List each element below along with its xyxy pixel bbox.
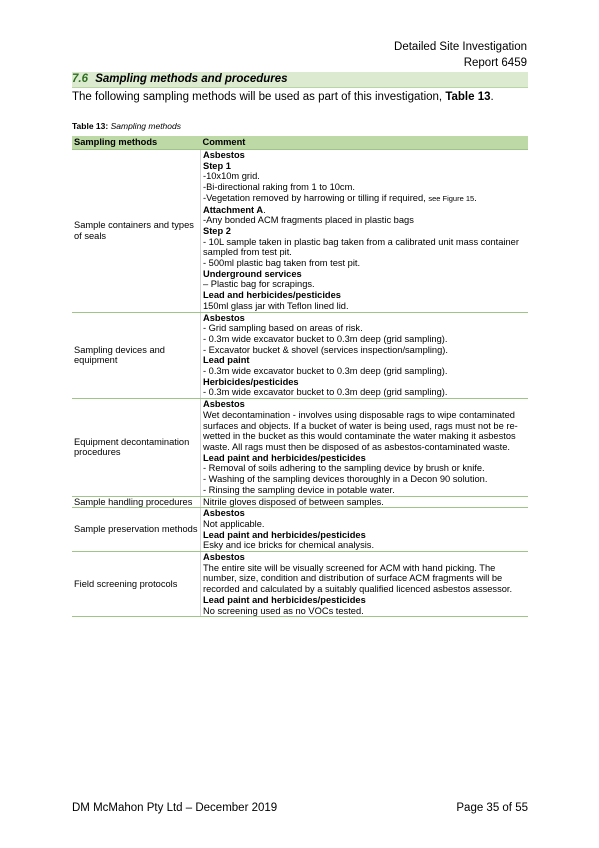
caption-title: Sampling methods: [110, 121, 181, 131]
comment-line: [203, 377, 526, 388]
comment-line: [203, 215, 526, 226]
table-body: [72, 150, 528, 617]
comment-line: [203, 530, 526, 541]
comment-text: Not applicable.: [203, 518, 265, 529]
section-title: Sampling methods and procedures: [95, 73, 288, 85]
comment-text: - Excavator bucket & shovel (services inspection/sampling).: [203, 344, 448, 355]
sampling-method-cell: Sample preservation methods: [72, 508, 201, 552]
comment-text: Asbestos: [203, 399, 245, 410]
comment-line: [203, 182, 526, 193]
header-sampling-methods: Sampling methods: [72, 136, 201, 150]
comment-text: - 0.3m wide excavator bucket to 0.3m deep (grid sampling).: [203, 366, 448, 377]
table-row: [72, 552, 528, 617]
comment-text: - Removal of soils adhering to the sampling device by brush or knife.: [203, 463, 485, 474]
sampling-method-cell: Sample handling procedures: [72, 496, 201, 508]
intro-end: .: [490, 91, 494, 103]
comment-text: Asbestos: [203, 312, 245, 323]
table-row: [72, 150, 528, 313]
comment-cell: [201, 508, 529, 552]
comment-cell: [201, 150, 529, 313]
comment-text: - Rinsing the sampling device in potable water.: [203, 484, 395, 495]
comment-text: Asbestos: [203, 150, 245, 160]
comment-line: [203, 485, 526, 496]
header-comment: Comment: [201, 136, 529, 150]
table-row: [72, 496, 528, 508]
comment-text: Lead paint and herbicides/pesticides: [203, 594, 366, 605]
intro-table-ref: Table 13: [445, 91, 491, 103]
comment-cell: [201, 399, 529, 496]
comment-cell: [201, 312, 529, 399]
comment-line: [203, 508, 526, 519]
comment-line: [203, 279, 526, 290]
comment-line: [203, 323, 526, 334]
comment-line: [203, 552, 526, 563]
line-end: .: [474, 192, 477, 203]
comment-text: 150ml glass jar with Teflon lined lid.: [203, 300, 349, 311]
intro-text: The following sampling methods will be used as part of this investigation,: [72, 91, 446, 103]
comment-line: [203, 606, 526, 617]
comment-line: [203, 399, 526, 410]
comment-text: Step 2: [203, 225, 231, 236]
sampling-method-cell: Sample containers and types of seals: [72, 150, 201, 313]
comment-text: - Washing of the sampling devices thoroughly in a Decon 90 solution.: [203, 474, 488, 485]
comment-line: [203, 205, 526, 216]
caption-label: Table 13:: [72, 121, 109, 131]
comment-line: [203, 193, 526, 205]
comment-line: [203, 474, 526, 485]
comment-line: [203, 334, 526, 345]
header-title: Detailed Site Investigation: [394, 41, 527, 53]
comment-line: [203, 387, 526, 398]
comment-line: [203, 463, 526, 474]
footer-company-date: DM McMahon Pty Ltd – December 2019: [72, 802, 278, 814]
footer-page-number: Page 35 of 55: [456, 802, 528, 814]
comment-text: Lead paint and herbicides/pesticides: [203, 529, 366, 540]
comment-line: [203, 355, 526, 366]
comment-line: [203, 258, 526, 269]
comment-line: [203, 595, 526, 606]
comment-line: [203, 453, 526, 464]
comment-text: – Plastic bag for scrapings.: [203, 279, 315, 290]
comment-line: [203, 519, 526, 530]
sampling-method-cell: Field screening protocols: [72, 552, 201, 617]
figure-reference: see Figure 15: [428, 193, 475, 203]
comment-text: Lead and herbicides/pesticides: [203, 290, 341, 301]
comment-text: - 500ml plastic bag taken from test pit.: [203, 258, 361, 269]
comment-text: Esky and ice bricks for chemical analysis.: [203, 540, 375, 551]
section-heading: [72, 72, 528, 88]
comment-line: [203, 345, 526, 356]
comment-line: [203, 410, 526, 453]
table-header-row: [72, 136, 528, 150]
sampling-method-cell: Sampling devices and equipment: [72, 312, 201, 399]
comment-text: -Any bonded ACM fragments placed in plastic bags: [203, 215, 414, 226]
comment-line: [203, 150, 526, 161]
comment-text: - Grid sampling based on areas of risk.: [203, 323, 363, 334]
table-caption: [72, 121, 181, 132]
table-row: [72, 399, 528, 496]
comment-line: [203, 497, 526, 508]
comment-text: -Bi-directional raking from 1 to 10cm.: [203, 182, 355, 193]
comment-text: Attachment A: [203, 204, 264, 215]
table-row: [72, 312, 528, 399]
comment-line: [203, 290, 526, 301]
comment-cell: [201, 496, 529, 508]
table-row: [72, 508, 528, 552]
comment-text: Step 1: [203, 160, 231, 171]
page-footer: [72, 801, 528, 815]
comment-text: -Vegetation removed by harrowing or tilling if required,: [203, 192, 429, 203]
comment-text: - 10L sample taken in plastic bag taken from a calibrated unit mass container sampled from test pit.: [203, 236, 519, 258]
sampling-methods-table: [72, 136, 528, 617]
comment-text: Underground services: [203, 268, 302, 279]
comment-line: [203, 540, 526, 551]
comment-text: Herbicides/pesticides: [203, 376, 299, 387]
comment-line: [203, 301, 526, 312]
comment-line: [203, 269, 526, 280]
comment-line: [203, 237, 526, 258]
comment-text: Asbestos: [203, 508, 245, 519]
comment-line: [203, 171, 526, 182]
comment-text: - 0.3m wide excavator bucket to 0.3m deep (grid sampling).: [203, 333, 448, 344]
line-end: .: [263, 204, 266, 215]
comment-line: [203, 563, 526, 595]
page-header: [394, 39, 527, 71]
comment-text: Nitrile gloves disposed of between samples.: [203, 496, 384, 507]
section-number: 7.6: [72, 73, 88, 85]
comment-line: [203, 366, 526, 377]
comment-text: Lead paint: [203, 355, 250, 366]
intro-paragraph: [72, 90, 494, 105]
comment-text: Wet decontamination - involves using disposable rags to wipe contaminated surfaces and objects. If a bucket of water is being used, rags must not be re-wetted in the bucket as this would contaminate the water making it asbestos waste. All rags must then be disposed of as asbestos-contaminated waste.: [203, 409, 518, 452]
comment-text: -10x10m grid.: [203, 171, 260, 182]
comment-text: The entire site will be visually screened for ACM with hand picking. The number, size, condition and distribution of surface ACM fragments will be recorded and calculated by a suitably qualified licenced asbestos assessor.: [203, 562, 513, 595]
comment-text: - 0.3m wide excavator bucket to 0.3m deep (grid sampling).: [203, 387, 448, 398]
comment-text: Asbestos: [203, 552, 245, 563]
comment-cell: [201, 552, 529, 617]
comment-line: [203, 161, 526, 172]
comment-line: [203, 313, 526, 324]
comment-text: No screening used as no VOCs tested.: [203, 605, 364, 616]
comment-text: Lead paint and herbicides/pesticides: [203, 452, 366, 463]
header-report-number: Report 6459: [463, 57, 527, 69]
sampling-method-cell: Equipment decontamination procedures: [72, 399, 201, 496]
comment-line: [203, 226, 526, 237]
